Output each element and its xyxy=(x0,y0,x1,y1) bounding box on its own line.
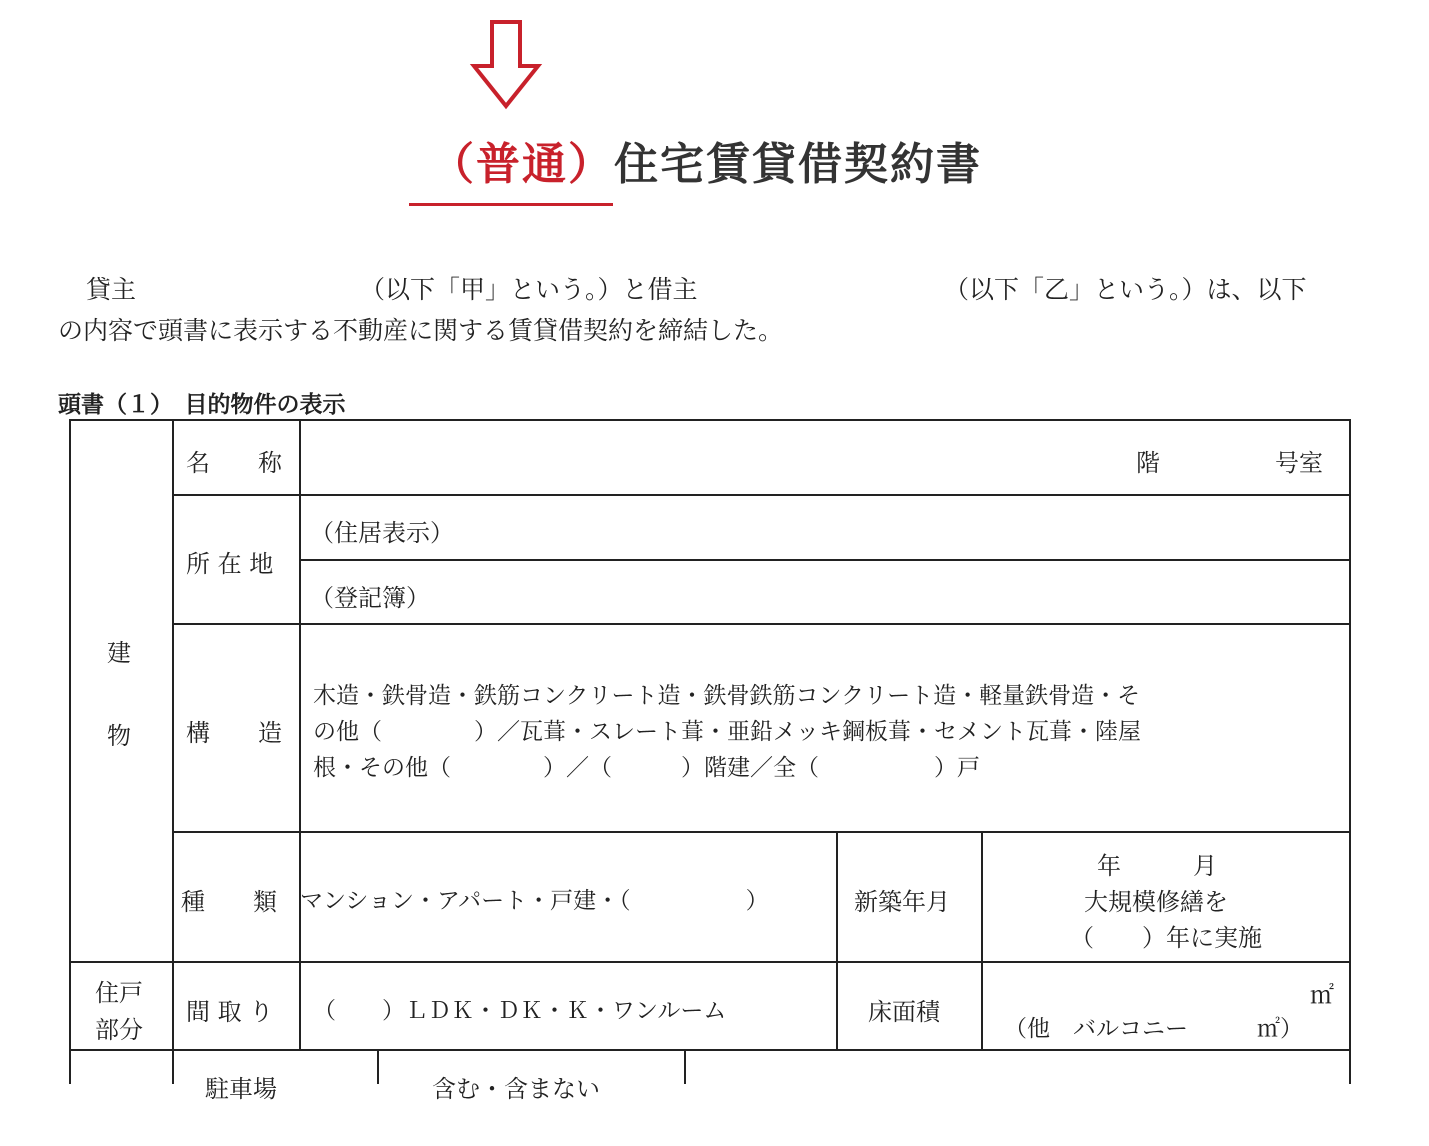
section-heading: 頭書（１） 目的物件の表示 xyxy=(58,392,346,418)
unit-label-2: 部分 xyxy=(95,1016,143,1044)
built-renovation: 大規模修繕を xyxy=(1084,888,1228,916)
down-arrow-icon xyxy=(470,18,542,110)
built-label: 新築年月 xyxy=(854,888,950,916)
title-underline xyxy=(409,203,613,206)
registry-label: （登記簿） xyxy=(310,584,430,612)
intro-continuation: （以下「乙」という。）は、以下 xyxy=(944,275,1307,304)
intro-line2: の内容で頭書に表示する不動産に関する賃貸借契約を締結した。 xyxy=(58,316,784,345)
address-label: （住居表示） xyxy=(310,519,454,547)
parking-value: 含む・含まない xyxy=(432,1075,600,1103)
area-unit: ㎡ xyxy=(1310,981,1334,1009)
built-renovation-year: （ ）年に実施 xyxy=(1070,924,1262,952)
intro-lessor: 貸主 xyxy=(86,275,137,304)
structure-label: 構 造 xyxy=(186,719,282,747)
intro-lessee: （以下「甲」という。）と借主 xyxy=(360,275,698,304)
document-title xyxy=(430,128,982,192)
building-label-2: 物 xyxy=(107,722,131,750)
structure-line-3: 根・その他（ ）／（ ）階建／全（ ）戸 xyxy=(313,755,980,781)
building-label-1: 建 xyxy=(107,639,131,667)
type-label: 種 類 xyxy=(181,888,277,916)
floor-label: 階 xyxy=(1136,449,1160,477)
area-other: （他 バルコニー ㎡） xyxy=(1004,1016,1303,1042)
unit-label-1: 住戸 xyxy=(95,979,143,1007)
cutoff-row xyxy=(0,1049,1429,1103)
layout-value: （ ）ＬＤＫ・ＤＫ・Ｋ・ワンルーム xyxy=(313,998,727,1024)
parking-label: 駐車場 xyxy=(205,1075,277,1103)
layout-label: 間 取 り xyxy=(186,998,274,1026)
title-prefix: （普通） xyxy=(430,139,614,190)
type-value: マンション・アパート・戸建・（ ） xyxy=(300,888,769,914)
title-main: 住宅賃貸借契約書 xyxy=(614,139,982,190)
structure-line-2: の他（ ）／瓦葺・スレート葺・亜鉛メッキ鋼板葺・セメント瓦葺・陸屋 xyxy=(313,719,1141,745)
structure-line-1: 木造・鉄骨造・鉄筋コンクリート造・鉄骨鉄筋コンクリート造・軽量鉄骨造・そ xyxy=(313,683,1141,709)
name-label: 名 称 xyxy=(186,449,282,477)
room-label: 号室 xyxy=(1275,449,1323,477)
built-year-month: 年 月 xyxy=(1097,852,1217,880)
area-label: 床面積 xyxy=(868,998,940,1026)
location-label: 所 在 地 xyxy=(186,550,274,578)
